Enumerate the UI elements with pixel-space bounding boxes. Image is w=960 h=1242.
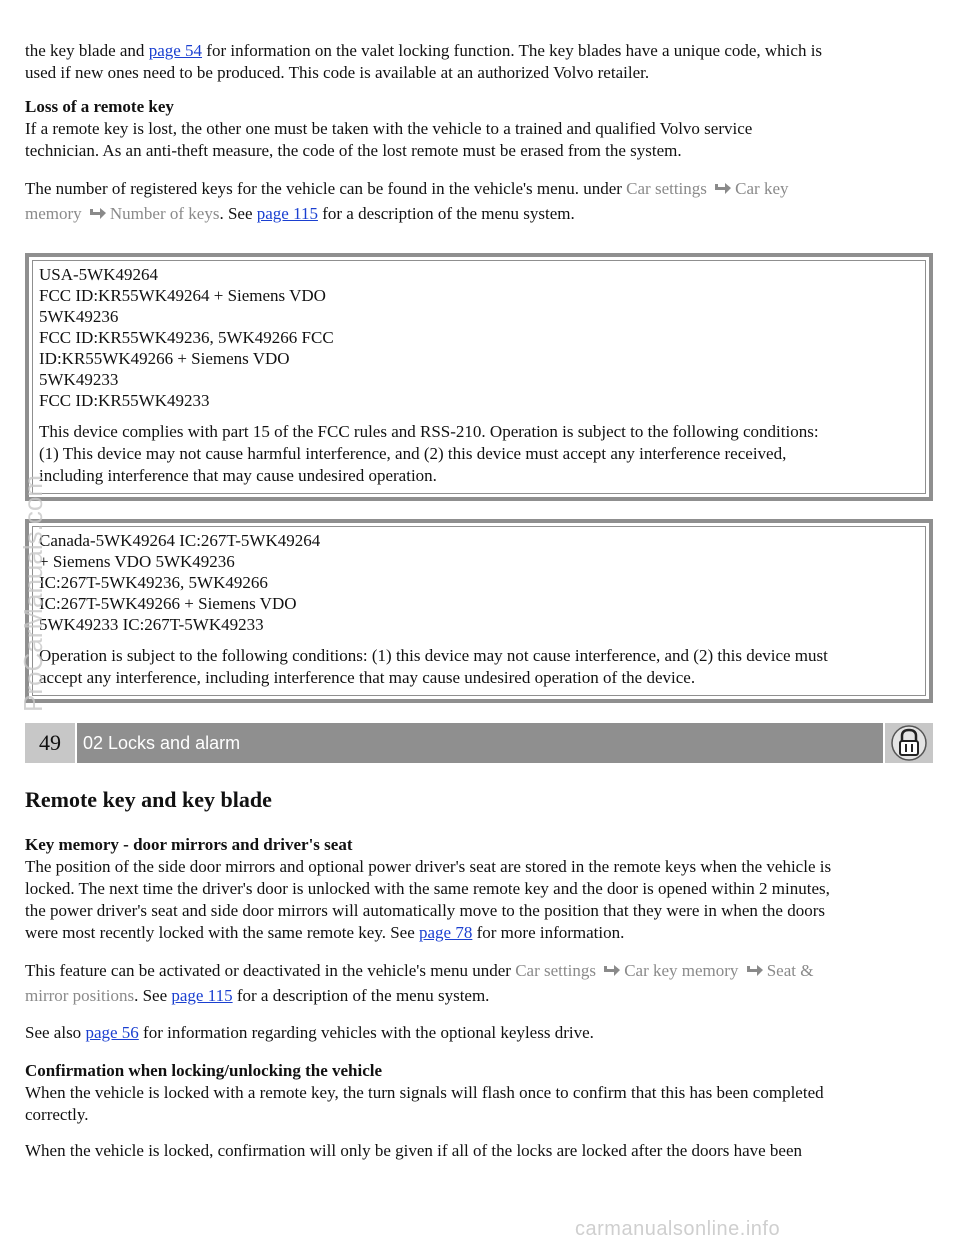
menu-number-of-keys: Number of keys <box>109 204 220 223</box>
fcc-compliance-text: This device complies with part 15 of the FCC rules and RSS-210. Operation is subject to the following conditions: (1) This device may not cause harmful interference, and (2) this device must accept any interference received, including interference that may cause undesired operation. <box>39 422 819 485</box>
loss-heading: Loss of a remote key <box>25 97 174 116</box>
text-line: correctly. <box>25 1105 89 1124</box>
menu-car-key: Car key <box>735 179 789 198</box>
confirmation-heading: Confirmation when locking/unlocking the vehicle <box>25 1061 383 1080</box>
see-also-text: See also page 56 for information regarding vehicles with the optional keyless drive. <box>25 1023 594 1042</box>
arrow-right-icon <box>88 207 108 221</box>
text-line: technician. As an anti-theft measure, the code of the lost remote must be erased from the system. <box>25 141 682 160</box>
canada-ic-box <box>25 519 933 703</box>
text-line: When the vehicle is locked, confirmation will only be given if all of the locks are locked after the doors have been <box>25 1141 803 1160</box>
text-line: The position of the side door mirrors and optional power driver's seat are stored in the remote keys when the vehicle is <box>25 857 832 876</box>
ic-compliance-text: Operation is subject to the following conditions: (1) this device may not cause interference, and (2) this device must accept any interference, including interference that may cause undesired operation of the device. <box>39 646 828 687</box>
section-title: 02 Locks and alarm <box>77 723 883 763</box>
fcc-line: FCC ID:KR55WK49264 + Siemens VDO <box>39 286 326 305</box>
usa-fcc-box <box>25 253 933 501</box>
text-line: When the vehicle is locked with a remote key, the turn signals will flash once to confirm that this has been completed <box>25 1083 824 1102</box>
arrow-right-icon <box>745 964 765 978</box>
menu-memory: memory <box>25 204 82 223</box>
text-line: were most recently locked with the same remote key. See page 78 for more information. <box>25 923 625 942</box>
text-line: the key blade and page 54 for information on the valet locking function. The key blades have a unique code, which is <box>25 41 823 60</box>
fcc-line: FCC ID:KR55WK49233 <box>39 391 210 410</box>
page-title: Remote key and key blade <box>25 787 272 812</box>
page-115-link[interactable]: page 115 <box>256 204 318 223</box>
text-line: locked. The next time the driver's door is unlocked with the same remote key and the door is opened within 2 minutes, <box>25 879 830 898</box>
page-54-link[interactable]: page 54 <box>148 41 203 60</box>
arrow-right-icon <box>602 964 622 978</box>
text-line: the power driver's seat and side door mirrors will automatically move to the position that they were in when the doors <box>25 901 825 920</box>
ic-line: IC:267T-5WK49266 + Siemens VDO <box>39 594 297 613</box>
page-78-link[interactable]: page 78 <box>419 923 473 942</box>
section-header <box>25 723 933 763</box>
feature-menu-text: This feature can be activated or deactivated in the vehicle's menu under Car settings Car key memory Seat & mirror positions. See page 115 for a description of the menu system. <box>25 961 814 1005</box>
key-memory-heading: Key memory - door mirrors and driver's seat <box>25 835 353 854</box>
page-number: 49 <box>25 723 75 763</box>
registered-keys-text: The number of registered keys for the vehicle can be found in the vehicle's menu. under Car settings Car key memory Number of keys. See page 115 for a description of the menu system. <box>25 179 789 223</box>
arrow-right-icon <box>713 182 733 196</box>
ic-line: 5WK49233 IC:267T-5WK49233 <box>39 615 264 634</box>
main-section <box>25 834 935 1162</box>
menu-mirror-positions: mirror positions <box>25 986 135 1005</box>
menu-car-settings: Car settings <box>515 961 596 980</box>
menu-seat-mirror: Seat & <box>766 961 814 980</box>
footer-watermark: carmanualsonline.info <box>575 1218 781 1240</box>
ic-line: Canada-5WK49264 IC:267T-5WK49264 <box>39 531 321 550</box>
fcc-line: ID:KR55WK49266 + Siemens VDO <box>39 349 290 368</box>
text-line: If a remote key is lost, the other one must be taken with the vehicle to a trained and qualified Volvo service <box>25 119 753 138</box>
menu-car-settings: Car settings <box>626 179 707 198</box>
text-line: used if new ones need to be produced. This code is available at an authorized Volvo retailer. <box>25 63 650 82</box>
page-56-link[interactable]: page 56 <box>85 1023 139 1042</box>
fcc-line: USA-5WK49264 <box>39 265 158 284</box>
padlock-icon <box>885 723 933 763</box>
side-watermark: ProCarManuals.com <box>18 475 48 712</box>
page-115-link[interactable]: page 115 <box>171 986 233 1005</box>
ic-line: + Siemens VDO 5WK49236 <box>39 552 235 571</box>
fcc-line: 5WK49236 <box>39 307 119 326</box>
menu-car-key-memory: Car key memory <box>624 961 739 980</box>
fcc-line: 5WK49233 <box>39 370 119 389</box>
fcc-line: FCC ID:KR55WK49236, 5WK49266 FCC <box>39 328 334 347</box>
top-section <box>25 40 935 226</box>
ic-line: IC:267T-5WK49236, 5WK49266 <box>39 573 268 592</box>
